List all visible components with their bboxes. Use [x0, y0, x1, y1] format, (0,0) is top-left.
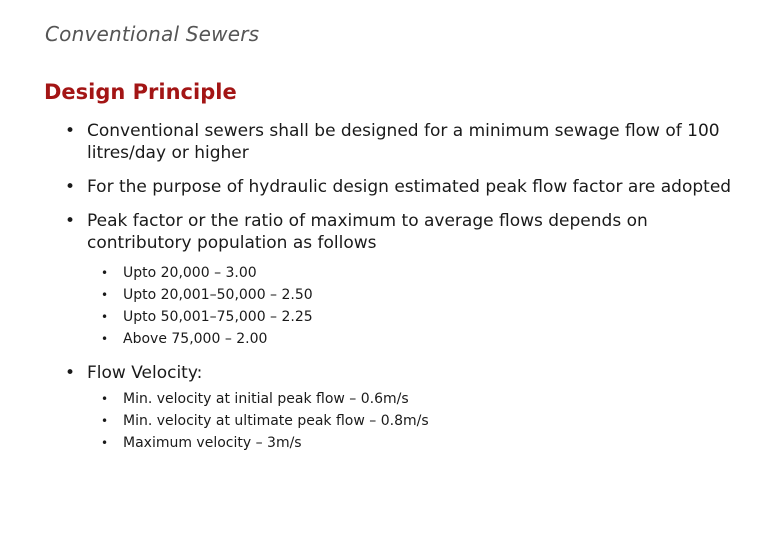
sub-bullet-item: [99, 388, 743, 410]
sub-bullet-item: [99, 284, 743, 306]
bullet-dot-icon: •: [65, 121, 76, 141]
sub-bullet-text: Min. velocity at initial peak flow – 0.6m/s: [123, 391, 409, 407]
bullet-dot-icon: •: [101, 392, 109, 406]
bullet-item-peak-factor-population: [63, 210, 743, 350]
bullet-item-min-flow: [63, 120, 743, 164]
bullet-item-flow-velocity: [63, 362, 743, 454]
sub-bullet-text: Upto 50,001–75,000 – 2.25: [123, 309, 313, 325]
bullet-list: [63, 120, 743, 454]
sub-bullet-item: [99, 432, 743, 454]
bullet-text: Peak factor or the ratio of maximum to average flows depends on contributory population as follows: [87, 211, 648, 253]
bullet-text: Flow Velocity:: [87, 363, 203, 383]
bullet-dot-icon: •: [101, 332, 109, 346]
bullet-item-peak-flow-factor: [63, 176, 743, 198]
bullet-dot-icon: •: [101, 266, 109, 280]
bullet-dot-icon: •: [65, 211, 76, 231]
sub-bullet-text: Min. velocity at ultimate peak flow – 0.8m/s: [123, 413, 429, 429]
bullet-dot-icon: •: [65, 363, 76, 383]
sub-bullet-item: [99, 306, 743, 328]
bullet-dot-icon: •: [101, 436, 109, 450]
sub-bullet-text: Maximum velocity – 3m/s: [123, 435, 302, 451]
sub-bullet-text: Upto 20,000 – 3.00: [123, 265, 257, 281]
sub-bullet-text: Upto 20,001–50,000 – 2.50: [123, 287, 313, 303]
slide-heading: Design Principle: [44, 80, 237, 104]
bullet-dot-icon: •: [65, 177, 76, 197]
bullet-text: Conventional sewers shall be designed for a minimum sewage flow of 100 litres/day or higher: [87, 121, 720, 163]
sub-bullet-text: Above 75,000 – 2.00: [123, 331, 268, 347]
bullet-dot-icon: •: [101, 288, 109, 302]
sub-bullet-item: [99, 328, 743, 350]
bullet-content: [63, 120, 743, 466]
section-title: Conventional Sewers: [45, 22, 260, 46]
bullet-text: For the purpose of hydraulic design estimated peak flow factor are adopted: [87, 177, 732, 197]
sub-bullet-item: [99, 410, 743, 432]
bullet-dot-icon: •: [101, 414, 109, 428]
bullet-dot-icon: •: [101, 310, 109, 324]
sub-bullet-list: [99, 262, 743, 350]
sub-bullet-item: [99, 262, 743, 284]
sub-bullet-list: [99, 388, 743, 454]
